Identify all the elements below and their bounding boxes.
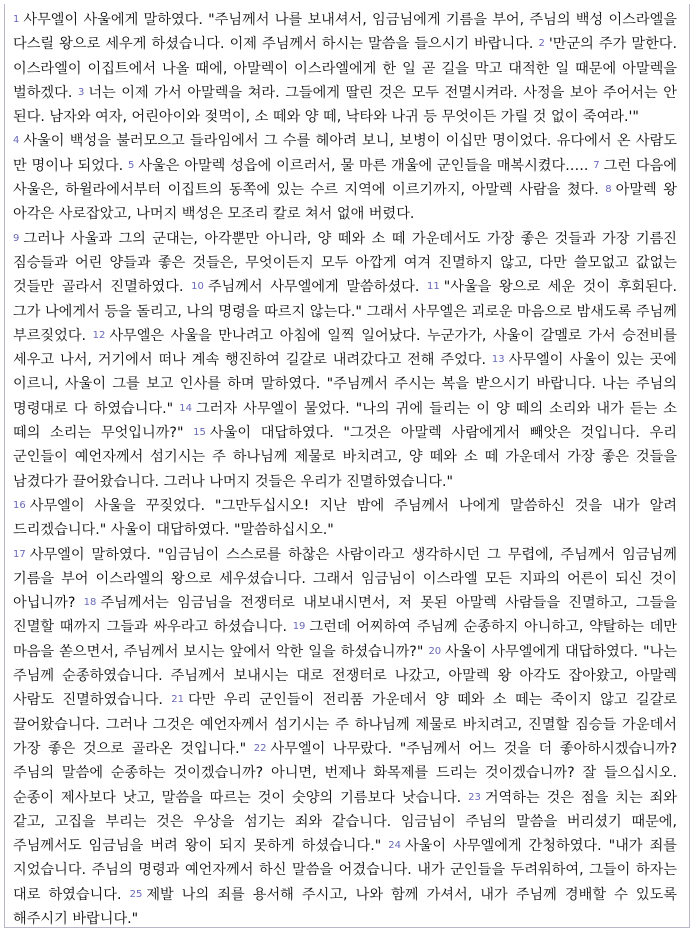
- verse-text: 사무엘은 사울을 만나려고 아침에 일찍 일어났다. 누군가가, 사울이 갈멜로 가서 승전비를 세우고 나서, 거기에서 떠나 계속 행진하여 길갈로 내려갔다고 전해 주었다.: [13, 327, 677, 369]
- verse-text: 사무엘이 사울이 있는 곳에 이르니, 사울이 그를 보고 인사를 하며 말하였다. "주님께서 주시는 복을 받으시기 바랍니다. 나는 주님의 명령대로 다 하였습니다.": [13, 352, 677, 417]
- verse-text: 그런 다음에 사울은, 하윌라에서부터 이집트의 동쪽에 있는 수르 지역에 이르기까지, 아말렉 사람을 쳤다.: [13, 157, 678, 199]
- verse-text: 사무엘이 나무랐다. "주님께서 어느 것을 더 좋아하시겠습니까? 주님의 말씀에 순종하는 것이겠습니까? 아니면, 번제나 화목제를 드리는 것이겠습니까? 잘 들으십시오. 순종이 제사보다 낫고, 말씀을 따르는 것이 숫양의 기름보다 낫습니다.: [13, 740, 677, 806]
- verse-number: 19: [292, 621, 306, 633]
- paragraph: [13, 494, 677, 543]
- verse-text: 사울이 대답하였다. "그것은 아말렉 사람에게서 빼앗은 것입니다. 우리 군인들이 예언자께서 섬기시는 주 하나님께 제물로 바치려고, 양 떼와 소 떼 가운데서 가장 좋은 것들을 남겼다가 끌어왔습니다. 그러나 나머지 것들은 우리가 진멸하였습니다.": [13, 425, 677, 490]
- verse-number: 16: [13, 499, 26, 511]
- verse-number: 2: [538, 38, 545, 50]
- paragraph: [13, 8, 677, 129]
- verse-number: 5: [127, 159, 135, 171]
- verse-text: 너는 이제 가서 아말렉을 쳐라. 그들에게 딸린 것은 모두 전멸시켜라. 사정을 보아 주어서는 안 된다. 남자와 여자, 어린아이와 젖먹이, 소 떼와 양 떼, 낙타와 나귀 등 무엇이든 가릴 것 없이 죽여라.'": [13, 84, 677, 126]
- verse-number: 4: [13, 135, 20, 147]
- verse-text: 그러나 사울과 그의 군대는, 아각뿐만 아니라, 양 떼와 소 떼 가운데서도 가장 좋은 것들과 가장 기름진 짐승들과 어린 양들과 좋은 것들은, 무엇이든지 모두 아깝게 여겨 진멸하지 않고, 다만 쓸모없고 값없는 것들만 골라서 진멸하였다.: [13, 230, 677, 296]
- verse-text: 거역하는 것은 점을 치는 죄와 같고, 고집을 부리는 것은 우상을 섬기는 죄와 같습니다. 임금님이 주님의 말씀을 버리셨기 때문에, 주님께서도 임금님을 버려 왕이 되지 못하게 하셨습니다.": [13, 789, 678, 855]
- verse-number: 1: [13, 14, 20, 25]
- verse-number: 14: [179, 402, 192, 414]
- verse-text: 사울이 사무엘에게 대답하였다. "나는 주님께 순종하였습니다. 주님께서 보내시는 대로 전쟁터로 나갔고, 아말렉 왕 아각도 잡아왔고, 아말렉 사람도 진멸하였습니다.: [13, 643, 677, 709]
- verse-text: 사무엘이 사울을 꾸짖었다. "그만두십시오! 지난 밤에 주님께서 나에게 말씀하신 것을 내가 알려 드리겠습니다." 사울이 대답하였다. "말씀하십시오.": [13, 497, 677, 539]
- verse-text: 제발 나의 죄를 용서해 주시고, 나와 함께 가셔서, 내가 주님께 경배할 수 있도록 해주시기 바랍니다.": [13, 886, 677, 927]
- verse-number: 20: [428, 645, 442, 657]
- verse-text: 그런데 어찌하여 주님께 순종하지 아니하고, 약탈하는 데만 마음을 쏟으면서, 주님께서 보시는 앞에서 악한 일을 하셨습니까?": [13, 619, 678, 660]
- verse-number: 21: [171, 694, 184, 706]
- verse-number: 11: [427, 281, 440, 293]
- verse-number: 7: [593, 159, 600, 171]
- verse-text: 다만 우리 군인들이 전리품 가운데서 양 떼와 소 떼는 죽이지 않고 길갈로 끌어왔습니다. 그러나 그것은 예언자께서 섬기시는 주 하나님께 제물로 바치려고, 진멸할 짐승들 가운데서 가장 좋은 것으로 골라온 것입니다.": [13, 692, 677, 757]
- verse-number: 25: [129, 888, 143, 900]
- verse-number: 10: [191, 281, 204, 293]
- verse-number: 9: [13, 232, 20, 244]
- verse-text: 사무엘이 말하였다. "임금님이 스스로를 하찮은 사람이라고 생각하시던 그 무렵에, 주님께서 임금님께 기름을 부어 이스라엘의 왕으로 세우셨습니다. 그래서 임금님이 이스라엘 모든 지파의 어른이 되신 것이 아닙니까?: [13, 546, 677, 612]
- verse-number: 23: [468, 791, 481, 803]
- verse-text: 사울이 백성을 불러모으고 들라임에서 그 수를 헤아려 보니, 보병이 이십만 명이었다. 유다에서 온 사람도 만 명이나 되었다.: [13, 133, 677, 174]
- verse-number: 24: [388, 840, 401, 852]
- verse-number: 13: [491, 354, 505, 366]
- verse-text: 주님께서는 임금님을 전쟁터로 내보내시면서, 저 못된 아말렉 사람들을 진멸하고, 그들을 진멸할 때까지 그들과 싸우라고 하셨습니다.: [13, 595, 677, 636]
- scripture-text: [13, 8, 677, 931]
- verse-text: 사울이 사무엘에게 간청하였다. "내가 죄를 지었습니다. 주님의 명령과 예언자께서 하신 말씀을 어겼습니다. 내가 군인들을 두려워하여, 그들이 하자는 대로 하였습니다.: [13, 838, 677, 903]
- verse-number: 17: [13, 548, 26, 560]
- verse-number: 22: [253, 742, 267, 754]
- verse-number: 12: [92, 329, 106, 341]
- paragraph: [13, 129, 677, 226]
- verse-text: 아말렉 왕 아각은 사로잡았고, 나머지 백성은 모조리 칼로 쳐서 없애 버렸다.: [13, 182, 677, 223]
- verse-text: 그러자 사무엘이 물었다. "나의 귀에 들리는 이 양 떼의 소리와 내가 듣는 소 떼의 소리는 무엇입니까?": [13, 400, 677, 442]
- verse-text: "사울을 왕으로 세운 것이 후회된다. 그가 나에게서 등을 돌리고, 나의 명령을 따르지 않는다." 그래서 사무엘은 괴로운 마음으로 밤새도록 주님께 부르짖었다.: [13, 279, 678, 344]
- verse-text: 주님께서 사무엘에게 말씀하셨다.: [207, 279, 420, 296]
- verse-number: 15: [193, 427, 206, 439]
- verse-number: 18: [83, 597, 97, 609]
- verse-text: '만군의 주가 말한다. 이스라엘이 이집트에서 나올 때에, 아말렉이 이스라엘에게 한 일 곧 길을 막고 대적한 일 때문에 아말렉을 벌하겠다.: [13, 36, 677, 101]
- paragraph: [13, 227, 677, 494]
- paragraph: [13, 543, 677, 932]
- verse-text: 사무엘이 사울에게 말하였다. "주님께서 나를 보내셔서, 임금님에게 기름을 부어, 주님의 백성 이스라엘을 다스릴 왕으로 세우게 하셨습니다. 이제 주님께서 하시는 말씀을 들으시기 바랍니다.: [13, 12, 677, 53]
- verse-text: 사울은 아말렉 성읍에 이르러서, 물 마른 개울에 군인들을 매복시켰다.….: [138, 157, 589, 174]
- verse-number: 8: [605, 184, 612, 196]
- verse-number: 3: [77, 86, 85, 98]
